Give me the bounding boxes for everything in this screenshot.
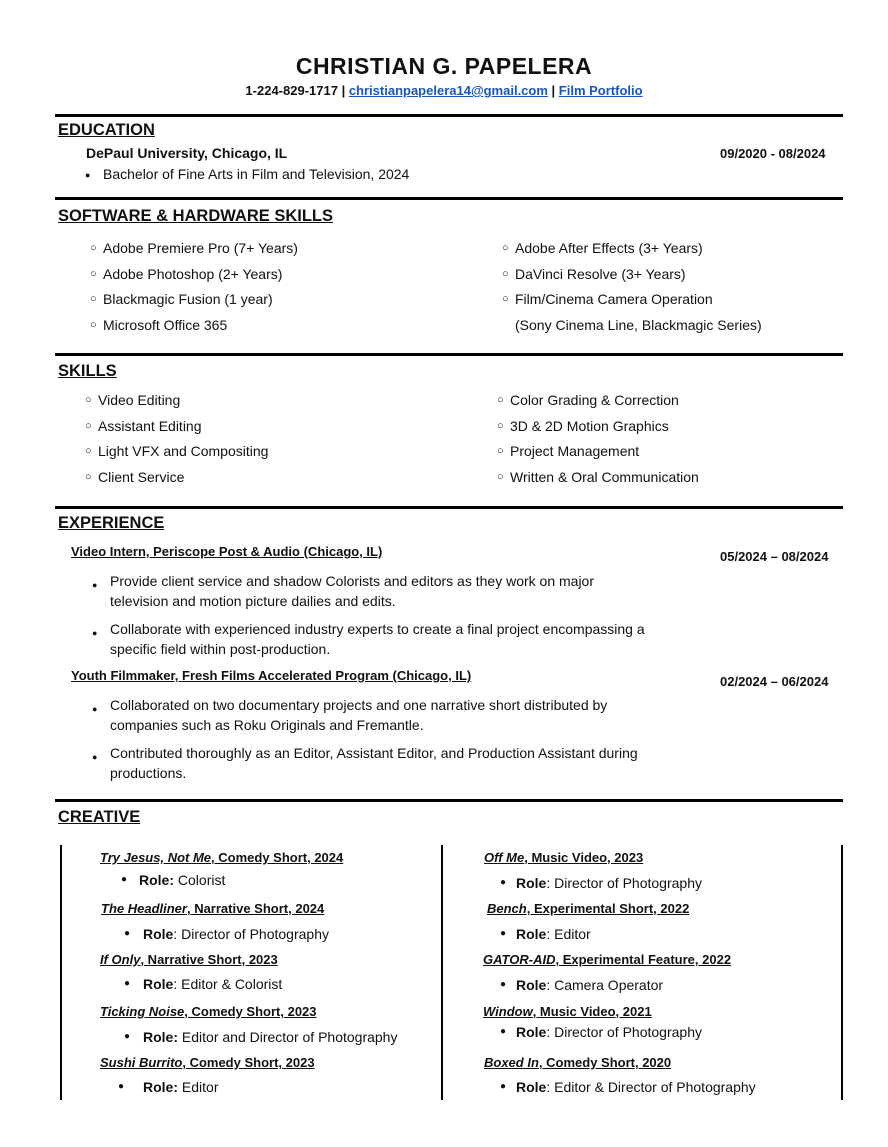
contact-separator: | (337, 83, 349, 98)
role-value: : Editor & Colorist (173, 976, 283, 992)
bullet-icon: ● (124, 1031, 131, 1042)
job-title: Youth Filmmaker, Fresh Films Accelerated Program (Chicago, IL) (71, 668, 472, 683)
role-label: Role (516, 875, 547, 891)
bullet-icon: ● (500, 1026, 507, 1037)
software-list-left (103, 240, 298, 342)
role-value: : Editor (546, 926, 591, 942)
role-value: : Editor & Director of Photography (546, 1079, 756, 1095)
list-item: ○ 3D & 2D Motion Graphics (510, 418, 699, 444)
software-heading: SOFTWARE & HARDWARE SKILLS (58, 207, 333, 225)
contact-line (0, 83, 888, 98)
list-item: ○ Color Grading & Correction (510, 392, 699, 418)
work-detail: , Narrative Short, 2024 (186, 901, 325, 916)
work-title: The Headliner (101, 901, 187, 916)
creative-title (483, 952, 731, 967)
list-item: ○ Film/Cinema Camera Operation (515, 291, 762, 317)
bullet-icon: ● (124, 978, 131, 989)
creative-role (516, 1024, 702, 1040)
role-label: Role (143, 1029, 174, 1045)
job-bullet: ● Contributed thoroughly as an Editor, Assistant Editor, and Production Assistant during productions. (110, 743, 655, 783)
creative-role: Role: Editor and Director of Photography (143, 1029, 398, 1045)
education-heading: EDUCATION (58, 121, 155, 139)
education-dates: 09/2020 - 08/2024 (720, 146, 826, 161)
role-value: Editor and Director of Photography (178, 1029, 398, 1045)
work-detail: , Narrative Short, 2023 (140, 952, 278, 967)
column-border-middle (441, 845, 443, 1100)
list-item: ○ Microsoft Office 365 (103, 317, 298, 343)
job-bullet: ● Collaborated on two documentary projects and one narrative short distributed by companies such as Roku Originals and Fremantle. (110, 695, 670, 735)
email-link[interactable]: christianpapelera14@gmail.com (348, 83, 548, 98)
role-value: Colorist (174, 872, 226, 888)
creative-role: Role: Colorist (139, 872, 226, 888)
role-value: : Director of Photography (173, 926, 329, 942)
skills-list-left (98, 392, 268, 494)
job-bullet: ● Collaborate with experienced industry experts to create a final project encompassing a specific field within post-production. (110, 619, 650, 659)
section-divider (55, 114, 843, 117)
work-detail: , Music Video, 2023 (524, 850, 644, 865)
section-divider (55, 197, 843, 200)
work-title: Off Me (484, 850, 525, 865)
work-detail: , Comedy Short, 2023 (184, 1004, 317, 1019)
creative-role (516, 875, 702, 891)
role-label: Role (143, 976, 174, 992)
list-item: ○ Project Management (510, 443, 699, 469)
list-item: ○ Light VFX and Compositing (98, 443, 268, 469)
list-item: ○ Adobe Photoshop (2+ Years) (103, 266, 298, 292)
bullet-icon: ● (121, 874, 128, 885)
role-value: : Director of Photography (546, 875, 702, 891)
bullet-icon: ● (118, 1081, 125, 1092)
job-dates: 02/2024 – 06/2024 (720, 674, 829, 689)
list-item-continuation: (Sony Cinema Line, Blackmagic Series) (515, 316, 762, 333)
list-item: ○ Written & Oral Communication (510, 469, 699, 495)
role-label: Role (143, 1079, 174, 1095)
creative-role (516, 977, 663, 993)
skills-list-right (510, 392, 699, 494)
contact-separator: | (547, 83, 559, 98)
bullet-icon: ● (124, 928, 131, 939)
work-detail: , Experimental Feature, 2022 (555, 952, 732, 967)
work-title: GATOR-AID (483, 952, 556, 967)
work-detail: , Experimental Short, 2022 (526, 901, 690, 916)
list-item: ○ Client Service (98, 469, 268, 495)
experience-heading: EXPERIENCE (58, 514, 165, 532)
list-item: ○ DaVinci Resolve (3+ Years) (515, 266, 762, 292)
creative-title (100, 850, 343, 865)
role-label: Role (516, 977, 547, 993)
section-divider (55, 353, 843, 356)
creative-title (100, 1055, 315, 1070)
role-value: : Camera Operator (546, 977, 664, 993)
education-degree: ● Bachelor of Fine Arts in Film and Television, 2024 (103, 166, 409, 182)
bullet-icon: ● (500, 877, 507, 888)
creative-role (143, 976, 282, 992)
list-item: ○ Adobe Premiere Pro (7+ Years) (103, 240, 298, 266)
work-title: Boxed In (484, 1055, 539, 1070)
work-title: If Only (100, 952, 141, 967)
creative-title (100, 1004, 317, 1019)
creative-role (143, 926, 329, 942)
creative-title (100, 952, 278, 967)
creative-title (484, 850, 643, 865)
column-border-right (841, 845, 843, 1100)
job-bullet: ● Provide client service and shadow Colorists and editors as they work on major television and motion picture dailies and edits. (110, 571, 650, 611)
skills-heading: SKILLS (58, 362, 117, 380)
role-value: Editor (178, 1079, 219, 1095)
resume-name: CHRISTIAN G. PAPELERA (295, 53, 593, 79)
job-title: Video Intern, Periscope Post & Audio (Chicago, IL) (71, 544, 383, 559)
portfolio-link[interactable]: Film Portfolio (558, 83, 643, 98)
list-item: ○ Video Editing (98, 392, 268, 418)
work-detail: , Comedy Short, 2020 (538, 1055, 672, 1070)
creative-title (483, 1004, 652, 1019)
work-detail: , Comedy Short, 2023 (182, 1055, 315, 1070)
role-value: : Director of Photography (546, 1024, 702, 1040)
job-dates: 05/2024 – 08/2024 (720, 549, 829, 564)
creative-role (516, 926, 591, 942)
creative-title (101, 901, 324, 916)
creative-heading: CREATIVE (58, 808, 141, 826)
work-title: Window (483, 1004, 533, 1019)
role-label: Role (516, 1079, 547, 1095)
phone-number: 1-224-829-1717 (245, 83, 338, 98)
education-school: DePaul University, Chicago, IL (86, 145, 288, 161)
work-title: Bench (487, 901, 527, 916)
role-label: Role (516, 1024, 547, 1040)
software-list-right (515, 240, 762, 342)
creative-title (487, 901, 689, 916)
section-divider (55, 506, 843, 509)
role-label: Role (516, 926, 547, 942)
work-title: Ticking Noise (100, 1004, 185, 1019)
work-detail: , Music Video, 2021 (532, 1004, 652, 1019)
column-border-left (60, 845, 62, 1100)
creative-title (484, 1055, 671, 1070)
creative-role (516, 1079, 756, 1095)
bullet-icon: ● (500, 1081, 507, 1092)
list-item: ○ Blackmagic Fusion (1 year) (103, 291, 298, 317)
work-detail: , Comedy Short, 2024 (211, 850, 344, 865)
bullet-icon: ● (500, 979, 507, 990)
role-label: Role (139, 872, 170, 888)
role-label: Role (143, 926, 174, 942)
list-item: ○ Assistant Editing (98, 418, 268, 444)
bullet-icon: ● (500, 928, 507, 939)
creative-role: Role: Editor (143, 1079, 219, 1095)
work-title: Sushi Burrito (100, 1055, 183, 1070)
list-item: ○ Adobe After Effects (3+ Years) (515, 240, 762, 266)
section-divider (55, 799, 843, 802)
work-title: Try Jesus, Not Me (100, 850, 212, 865)
